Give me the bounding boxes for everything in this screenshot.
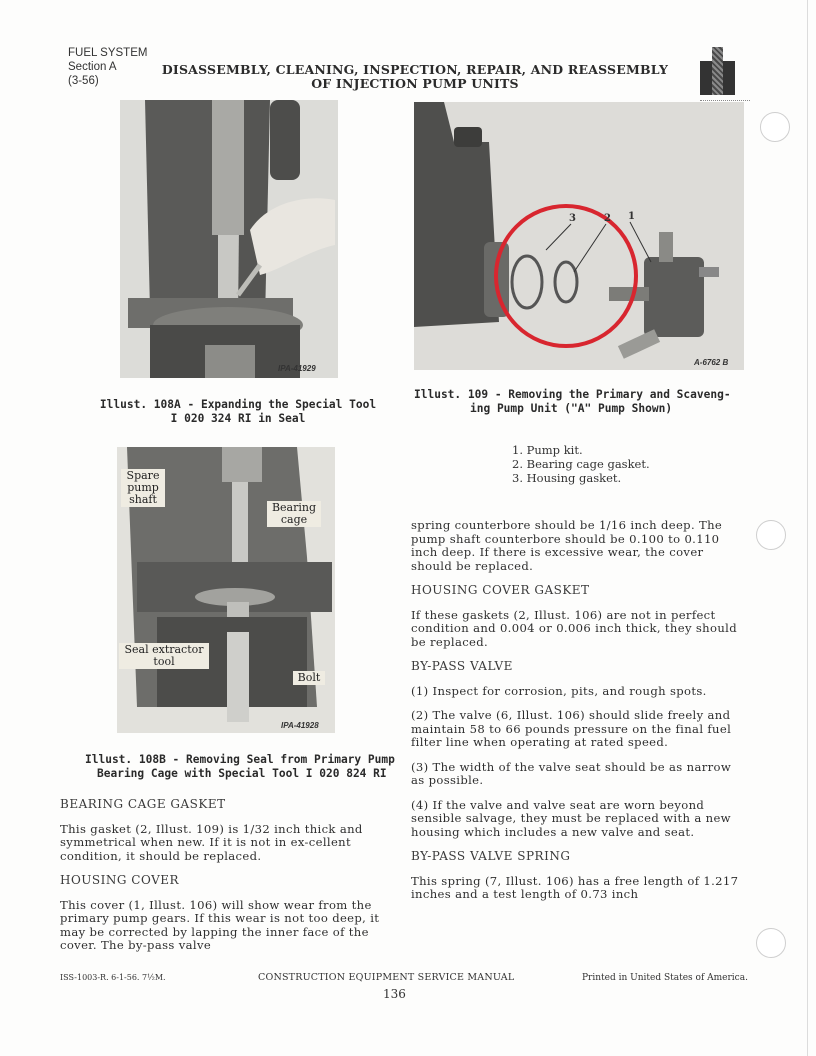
title-line-2: OF INJECTION PUMP UNITS [311,76,519,91]
label-spare-pump-shaft: Spare pump shaft [121,469,165,507]
section-info [68,46,147,88]
page-title [150,63,680,91]
manual-title: CONSTRUCTION EQUIPMENT SERVICE MANUAL [258,972,515,983]
svg-text:3: 3 [569,213,576,224]
label-seal-extractor-tool: Seal extractor tool [119,643,209,669]
label-bearing-cage: Bearing cage [267,501,321,527]
bypass-valve-item-2: (2) The valve (6, Illust. 106) should slide freely and maintain 58 to 66 pounds pressure on the final fuel filter line when operating at rated speed. [411,708,732,749]
caption-109-line-1: Illust. 109 - Removing the Primary and Scaveng- [414,388,731,401]
date-code: (3-56) [68,75,99,87]
photo-id-108b: IPA-41928 [281,721,319,730]
caption-109 [414,388,744,415]
heading-bypass-valve-spring: BY-PASS VALVE SPRING [411,849,571,863]
caption-108b [85,753,405,780]
ih-logo-icon [700,47,742,99]
right-column [411,519,741,913]
page-number: 136 [383,987,406,1001]
svg-text:1: 1 [628,211,635,222]
system-label: FUEL SYSTEM [68,47,148,59]
hole-punch-middle [756,520,786,550]
printed-notice: Printed in United States of America. [582,973,748,983]
bypass-valve-item-4: (4) If the valve and valve seat are worn beyond sensible salvage, they must be replaced with a new housing which includes a new valve and seat. [411,797,731,839]
caption-109-line-2: ing Pump Unit ("A" Pump Shown) [470,401,673,415]
paragraph-bypass-valve-spring: This spring (7, Illust. 106) has a free length of 1.217 inches and a test length of 0.73 inch [411,873,739,901]
legend-item: 2. Bearing cage gasket. [512,457,650,471]
legend-item: 1. Pump kit. [512,443,583,457]
section-label: Section A [68,61,117,73]
heading-housing-cover: HOUSING COVER [60,873,180,887]
svg-text:2: 2 [604,213,611,224]
caption-108b-line-2: Bearing Cage with Special Tool I 020 824 RI [97,766,387,780]
heading-housing-cover-gasket: HOUSING COVER GASKET [411,583,590,597]
paragraph-housing-cover: This cover (1, Illust. 106) will show wear from the primary pump gears. If this wear is not too deep, it may be corrected by lapping the inner face of the cover. The by-pass valve [60,897,380,952]
hole-punch-bottom [756,928,786,958]
paragraph-bearing-cage-gasket: This gasket (2, Illust. 109) is 1/32 inch thick and symmetrical when new. If it is not in ex-cellent condition, it should be replaced. [60,821,363,863]
title-line-1: DISASSEMBLY, CLEANING, INSPECTION, REPAIR, AND REASSEMBLY [161,62,669,77]
photo-id-109: A-6762 B [694,358,729,367]
bypass-valve-item-1: (1) Inspect for corrosion, pits, and rough spots. [411,683,707,698]
hole-punch-top [760,112,790,142]
caption-108a-line-1: Illust. 108A - Expanding the Special Tool [99,398,377,411]
legend-item: 3. Housing gasket. [512,471,622,485]
caption-108a [88,398,388,425]
photo-illust-108b [117,447,335,733]
photo-illust-109 [414,102,744,370]
legend-109 [512,443,650,485]
caption-108b-line-1: Illust. 108B - Removing Seal from Primary Pump [85,753,395,766]
photo-illust-108a [120,100,338,378]
left-column [60,798,390,964]
heading-bypass-valve: BY-PASS VALVE [411,659,513,673]
page-edge [807,0,808,1056]
bypass-valve-item-3: (3) The width of the valve seat should be as narrow as possible. [411,759,732,787]
form-number: ISS-1003-R. 6-1-56. 7½M. [60,973,166,982]
caption-108a-line-2: I 020 324 RI in Seal [170,411,306,425]
label-bolt: Bolt [293,671,325,685]
paragraph-continued: spring counterbore should be 1/16 inch deep. The pump shaft counterbore should be 0.100 to 0.110 inch deep. If there is excessive wear, the cover should be replaced. [411,518,723,573]
photo-id-108a: IPA-41929 [278,364,316,373]
paragraph-housing-cover-gasket: If these gaskets (2, Illust. 106) are not in perfect condition and 0.004 or 0.006 inch thick, they should be replaced. [411,607,737,649]
heading-bearing-cage-gasket: BEARING CAGE GASKET [60,797,226,811]
